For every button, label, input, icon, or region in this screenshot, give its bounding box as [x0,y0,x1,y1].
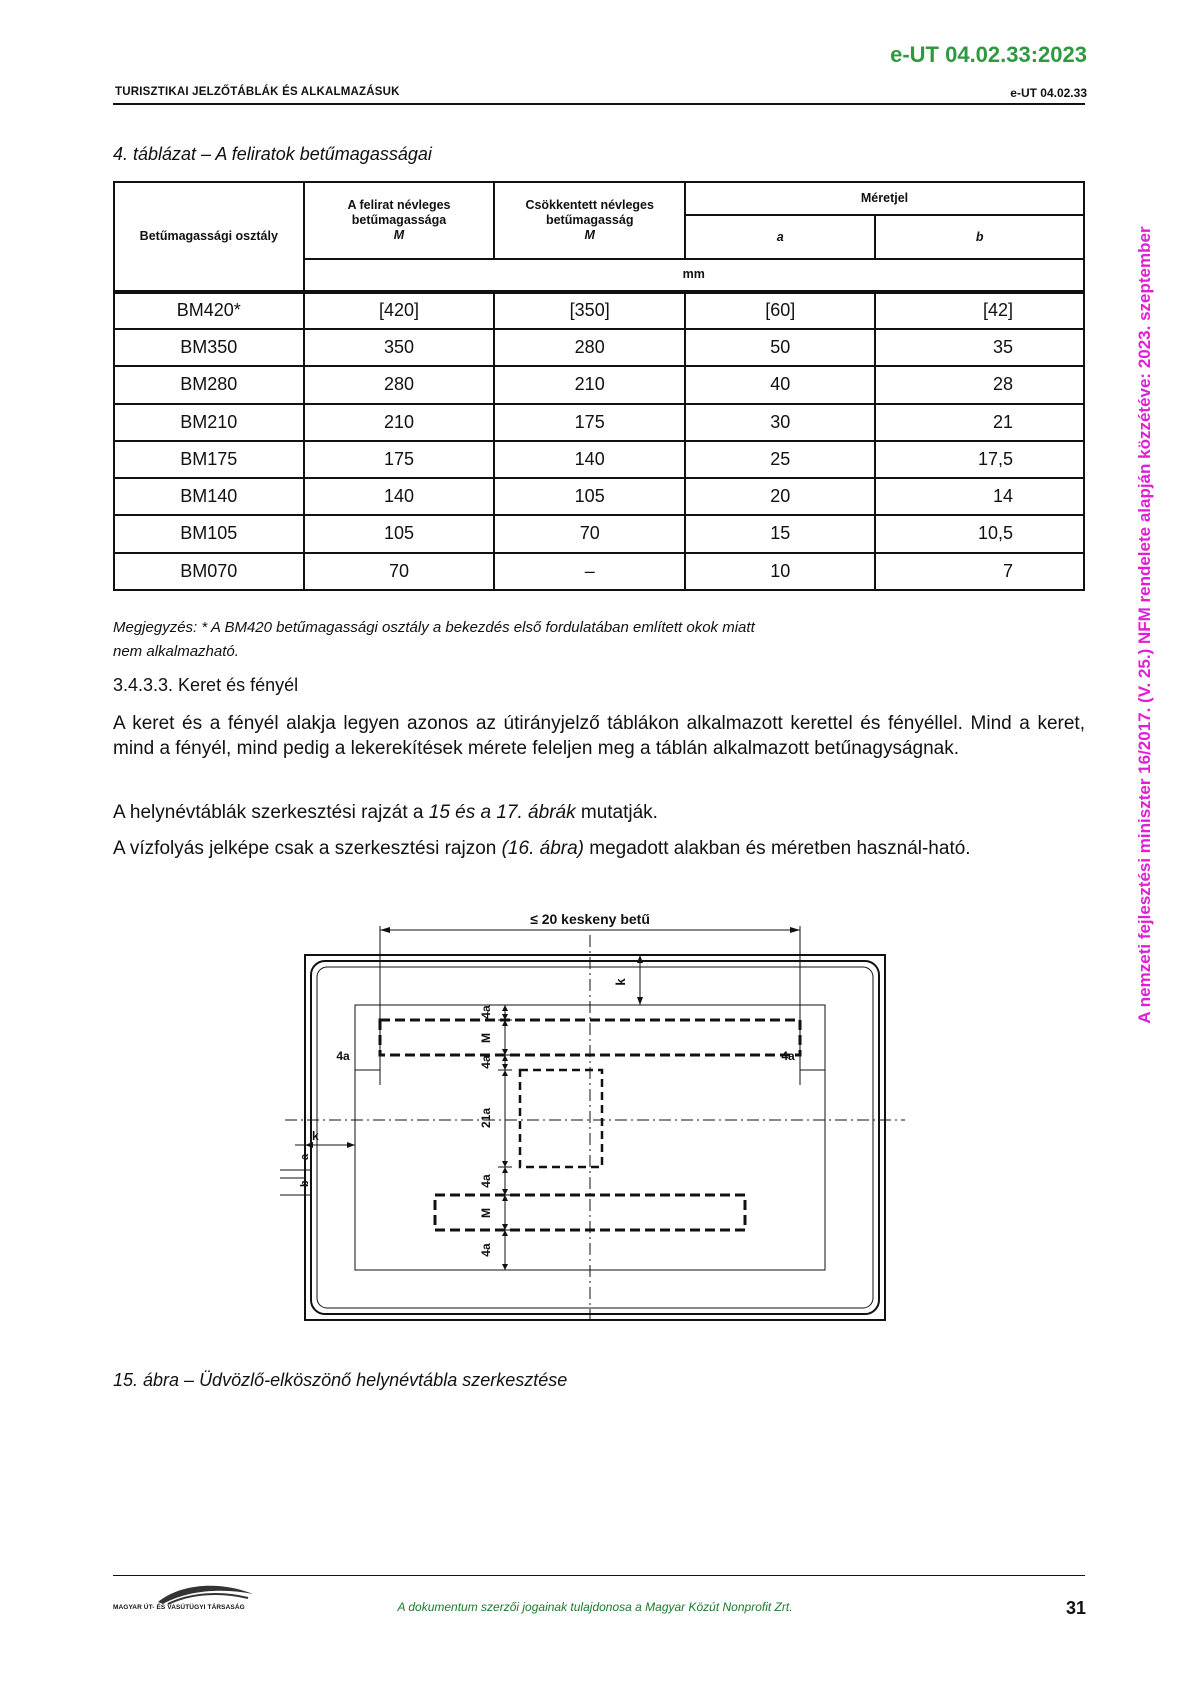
cell-a: 15 [685,515,875,552]
paragraph-2 [113,800,1085,825]
table-row [114,366,1084,403]
figure-caption: 15. ábra – Üdvözlő-elköszönő helynévtábla szerkesztése [113,1370,568,1390]
cell-a: 30 [685,404,875,441]
running-title: TURISZTIKAI JELZŐTÁBLÁK ÉS ALKALMAZÁSUK [115,86,400,98]
cell-mr: – [494,553,685,590]
cell-m: 140 [304,478,495,515]
dim-k-top: k [613,978,628,986]
header-size: Méretjel [685,182,1084,215]
letter-height-table [113,181,1085,591]
cell-m: 175 [304,441,495,478]
cell-cls: BM420* [114,292,304,329]
dim-4a-3: 4a [479,1174,493,1188]
table-row [114,329,1084,366]
dim-M-1: M [479,1033,493,1043]
p3-text-end: megadott alakban és méretben használ-ható. [583,838,971,859]
note-line-1: Megjegyzés: * A BM420 betűmagassági osztály a bekezdés első fordulatában említett okok miatt [113,619,755,636]
p3-text: A vízfolyás jelképe csak a szerkesztési rajzon [113,838,502,859]
cell-a: [60] [685,292,875,329]
header-b: b [875,215,1084,258]
cell-b: 17,5 [875,441,1084,478]
dim-21a: 21a [479,1107,493,1129]
cell-cls: BM280 [114,366,304,403]
table-row [114,553,1084,590]
document-code: e-UT 04.02.33:2023 [890,42,1087,67]
section-title: 3.4.3.3. Keret és fényél [113,675,299,695]
dim-4a-right: 4a [781,1049,795,1063]
cell-mr: 140 [494,441,685,478]
cell-a: 20 [685,478,875,515]
dim-M-2: M [479,1208,493,1218]
dim-4a-2: 4a [479,1055,493,1069]
cell-a: 10 [685,553,875,590]
cell-cls: BM350 [114,329,304,366]
cell-b: 14 [875,478,1084,515]
cell-b: [42] [875,292,1084,329]
cell-b: 10,5 [875,515,1084,552]
cell-cls: BM210 [114,404,304,441]
p2-figure-ref: 15 és a 17. ábrák [428,802,576,823]
header-nominal-symbol: M [393,227,405,242]
header-reduced [494,182,685,259]
cell-b: 28 [875,366,1084,403]
cell-mr: 210 [494,366,685,403]
header-nominal [304,182,495,259]
dim-k-left: k [312,1129,319,1143]
cell-cls: BM140 [114,478,304,515]
table-caption: 4. táblázat – A feliratok betűmagasságai [113,144,432,164]
table-note [113,616,1013,664]
header-nominal-label: A felirat névleges betűmagassága [347,197,451,227]
side-note: A nemzeti fejlesztési miniszter 16/2017. (V. 25.) NFM rendelete alapján közzétéve: 2023. szeptember [1135,226,1154,1024]
header-unit: mm [304,259,1084,292]
cell-mr: 70 [494,515,685,552]
sign-frame [305,955,885,1320]
header-rule [113,103,1085,105]
footer-rule [113,1575,1085,1576]
dim-4a-1: 4a [479,1005,493,1019]
cell-m: [420] [304,292,495,329]
dimension-label-width: ≤ 20 keskeny betű [530,911,650,927]
cell-cls: BM070 [114,553,304,590]
cell-m: 70 [304,553,495,590]
dim-4a-left: 4a [336,1049,350,1063]
paragraph-1: A keret és a fényél alakja legyen azonos az útirányjelző táblákon alkalmazott kerettel és fényéllel. Mind a keret, mind a fényél, mind pedig a lekerekítések mérete feleljen meg a táblán alkalmazott betűnagyságnak. [113,713,1085,759]
page-number: 31 [1065,1598,1086,1618]
cell-mr: [350] [494,292,685,329]
cell-b: 21 [875,404,1084,441]
cell-a: 50 [685,329,875,366]
table-row [114,515,1084,552]
cell-cls: BM175 [114,441,304,478]
cell-m: 280 [304,366,495,403]
paragraph-3 [113,836,1085,861]
cell-mr: 280 [494,329,685,366]
dim-a-left: a [299,1153,311,1160]
note-line-2: nem alkalmazható. [113,643,239,660]
sign-construction-drawing [280,910,940,1335]
cell-m: 350 [304,329,495,366]
cell-mr: 105 [494,478,685,515]
p3-figure-ref: (16. ábra) [501,838,584,859]
cell-a: 25 [685,441,875,478]
copyright-notice: A dokumentum szerzői jogainak tulajdonosa a Magyar Közút Nonprofit Zrt. [397,1600,793,1614]
cell-b: 35 [875,329,1084,366]
header-class: Betűmagassági osztály [114,182,304,292]
cell-b: 7 [875,553,1084,590]
logo-text: MAGYAR ÚT- ÉS VASÚTÜGYI TÁRSASÁG [113,1604,245,1611]
table-row [114,292,1084,329]
cell-m: 210 [304,404,495,441]
cell-a: 40 [685,366,875,403]
header-reduced-label: Csökkentett névleges betűmagasság [525,197,654,227]
table-row [114,441,1084,478]
cell-m: 105 [304,515,495,552]
cell-cls: BM105 [114,515,304,552]
header-reduced-symbol: M [584,227,595,242]
running-code: e-UT 04.02.33 [1010,86,1087,100]
cell-mr: 175 [494,404,685,441]
table-row [114,478,1084,515]
dim-b-left: b [299,1180,311,1187]
p2-text-end: mutatják. [575,802,658,823]
dim-4a-4: 4a [479,1243,493,1257]
header-a: a [685,215,875,258]
table-row [114,404,1084,441]
p2-text: A helynévtáblák szerkesztési rajzát a [113,802,429,823]
